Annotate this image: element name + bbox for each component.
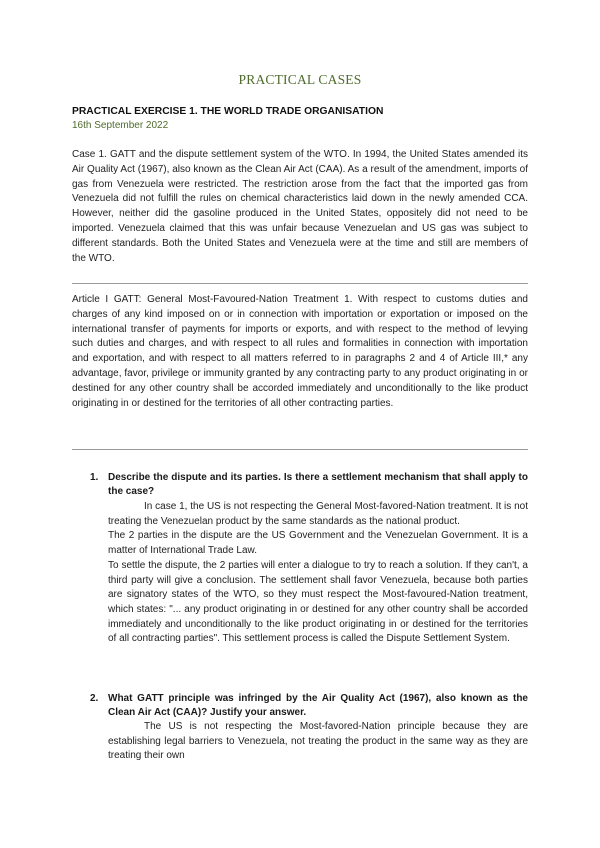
- question-text: Describe the dispute and its parties. Is there a settlement mechanism that shall apply to the case?: [108, 472, 528, 497]
- answer-paragraph: In case 1, the US is not respecting the General Most-favored-Nation treatment. It is not treating the Venezuelan product by the same standards as the national product.: [108, 501, 528, 527]
- page-title: PRACTICAL CASES: [238, 72, 362, 87]
- answer-paragraph: To settle the dispute, the 2 parties will enter a dialogue to try to reach a solution. If they can't, a third party will give a conclusion. The settlement shall favor Venezuela, because both parties are signatory states of the WTO, so they must respect the Most-favoured-Nation treatment, which states: "... any product originating in or destined for any other country shall be accorded immediately and unconditionally to the like product originating in or destined for the territories of all contracting parties". This settlement process is called the Dispute Settlement System.: [108, 559, 528, 645]
- answer-paragraph: The 2 parties in the dispute are the US Government and the Venezuelan Government. It is a matter of International Trade Law.: [108, 530, 528, 557]
- answer-2: [108, 720, 528, 764]
- exercise-title: PRACTICAL EXERCISE 1. THE WORLD TRADE ORGANISATION: [72, 106, 384, 117]
- answer-1: [108, 500, 528, 647]
- question-number: 1.: [90, 472, 99, 483]
- divider: [72, 283, 528, 284]
- question-2: [72, 692, 528, 720]
- question-1: [72, 471, 528, 499]
- answer-paragraph: The US is not respecting the Most-favored-Nation principle because they are establishing legal barriers to Venezuela, not treating the product in the same way as they are treating their own: [108, 721, 528, 762]
- question-text: What GATT principle was infringed by the Air Quality Act (1967), also known as the Clean Air Act (CAA)? Justify your answer.: [108, 693, 528, 718]
- question-number: 2.: [90, 693, 99, 704]
- exercise-date: 16th September 2022: [72, 120, 169, 131]
- article-paragraph: Article I GATT: General Most-Favoured-Nation Treatment 1. With respect to customs duties and charges of any kind imposed on or in connection with importation or exportation or imposed on the international transfer of payments for imports or exports, and with respect to the method of levying such duties and charges, and with respect to all rules and formalities in connection with importation and exportation, and with respect to all matters referred to in paragraphs 2 and 4 of Article III,* any advantage, favor, privilege or immunity granted by any contracting party to any product originating in or destined for any other country shall be accorded immediately and unconditionally to the like product originating in or destined for the territories of all other contracting parties.: [72, 294, 528, 409]
- case-paragraph: Case 1. GATT and the dispute settlement system of the WTO. In 1994, the United States amended its Air Quality Act (1967), also known as the Clean Air Act (CAA). As a result of the amendment, imports of gas from Venezuela were restricted. The restriction arose from the fact that the imported gas from Venezuela did not fulfill the rules on chemical characteristics laid down in the newly amended CCA. However, neither did the gasoline produced in the United States, oppositely did not need to be imported. Venezuela claimed that this was unfair because Venezuelan and US gas was subject to different standards. Both the United States and Venezuela were at the time and still are members of the WTO.: [72, 149, 528, 264]
- divider: [72, 449, 528, 450]
